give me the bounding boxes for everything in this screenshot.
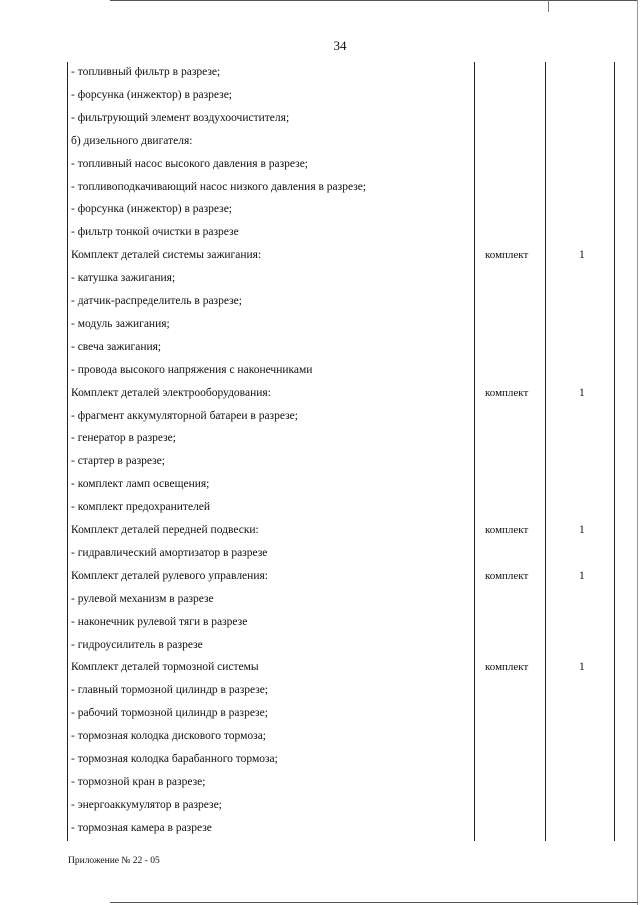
item-description: - комплект ламп освещения; xyxy=(71,478,210,491)
item-description: - топливный насос высокого давления в разрезе; xyxy=(71,157,309,170)
table-row xyxy=(71,477,616,500)
item-description: Комплект деталей рулевого управления: xyxy=(71,569,268,582)
item-quantity: 1 xyxy=(579,386,585,399)
item-description: - фильтрующий элемент воздухоочистителя; xyxy=(71,111,290,124)
item-description: Комплект деталей передней подвески: xyxy=(71,524,259,536)
item-unit: комплект xyxy=(485,524,529,536)
table-row xyxy=(71,65,616,88)
table-row xyxy=(71,225,616,248)
table-row xyxy=(71,317,616,340)
item-description: - провода высокого напряжения с наконечниками xyxy=(71,363,313,376)
page-footer: Приложение № 22 - 05 xyxy=(68,856,160,866)
item-description: - датчик-распределитель в разрезе; xyxy=(71,295,242,307)
table-row xyxy=(71,386,616,409)
item-unit: комплект xyxy=(485,569,529,582)
item-description: - тормозная колодка дискового тормоза; xyxy=(71,730,266,743)
table-row xyxy=(71,660,616,683)
item-description: - свеча зажигания; xyxy=(71,340,162,353)
table-row xyxy=(71,340,616,363)
item-description: - рабочий тормозной цилиндр в разрезе; xyxy=(71,707,268,720)
table-row xyxy=(71,248,616,271)
item-description: - топливоподкачивающий насос низкого давления в разрезе; xyxy=(71,180,367,193)
scan-edge-top xyxy=(110,0,638,1)
item-description: Комплект деталей системы зажигания: xyxy=(71,249,262,262)
table-row xyxy=(71,821,616,844)
item-description: - тормозная камера в разрезе xyxy=(71,821,212,834)
item-unit: комплект xyxy=(485,661,529,674)
table-row xyxy=(71,798,616,821)
item-quantity: 1 xyxy=(579,569,585,582)
page-number: 34 xyxy=(333,38,347,53)
item-description: - топливный фильтр в разрезе; xyxy=(71,66,221,78)
table-row xyxy=(71,638,616,661)
item-description: - модуль зажигания; xyxy=(71,317,170,330)
table-row xyxy=(71,180,616,203)
table-row xyxy=(71,500,616,523)
table-row xyxy=(71,409,616,432)
table-row xyxy=(71,294,616,317)
table-row xyxy=(71,592,616,615)
table-row xyxy=(71,157,616,180)
item-description: - гидравлический амортизатор в разрезе xyxy=(71,546,268,559)
item-quantity: 1 xyxy=(579,249,585,262)
table-row xyxy=(71,683,616,706)
table-row xyxy=(71,431,616,454)
item-description: - генератор в разрезе; xyxy=(71,432,176,445)
item-description: - фильтр тонкой очистки в разрезе xyxy=(71,226,239,239)
table-row xyxy=(71,363,616,386)
scan-edge-tick xyxy=(548,0,549,12)
table-row xyxy=(71,729,616,752)
table-border-left xyxy=(67,62,68,841)
item-description: - энергоаккумулятор в разрезе; xyxy=(71,798,222,811)
item-description: - стартер в разрезе; xyxy=(71,455,165,468)
table-row xyxy=(71,111,616,134)
item-description: - главный тормозной цилиндр в разрезе; xyxy=(71,684,269,697)
item-description: - тормозная колодка барабанного тормоза; xyxy=(71,753,278,765)
item-description: Комплект деталей электрооборудования: xyxy=(71,386,271,399)
item-quantity: 1 xyxy=(579,661,585,674)
scan-edge-right xyxy=(637,0,638,905)
table-row xyxy=(71,134,616,157)
item-description: - наконечник рулевой тяги в разрезе xyxy=(71,615,248,628)
table-row xyxy=(71,202,616,225)
table-row xyxy=(71,454,616,477)
item-description: - гидроусилитель в разрезе xyxy=(71,638,203,651)
item-description: - форсунка (инжектор) в разрезе; xyxy=(71,88,232,101)
table-row xyxy=(71,88,616,111)
item-description: - форсунка (инжектор) в разрезе; xyxy=(71,203,232,216)
table-row xyxy=(71,271,616,294)
table-row xyxy=(71,523,616,546)
table-row xyxy=(71,706,616,729)
item-quantity: 1 xyxy=(579,524,585,536)
item-description: Комплект деталей тормозной системы xyxy=(71,661,259,674)
item-unit: комплект xyxy=(485,386,529,399)
item-description: б) дизельного двигателя: xyxy=(71,134,193,147)
table-row xyxy=(71,615,616,638)
item-unit: комплект xyxy=(485,249,529,262)
item-description: - рулевой механизм в разрезе xyxy=(71,592,214,605)
item-description: - комплект предохранителей xyxy=(71,501,211,514)
table-row xyxy=(71,569,616,592)
item-description: - катушка зажигания; xyxy=(71,272,176,285)
item-description: - тормозной кран в разрезе; xyxy=(71,775,206,788)
item-description: - фрагмент аккумуляторной батареи в разрезе; xyxy=(71,409,298,422)
scan-edge-bottom xyxy=(110,902,638,903)
table-row xyxy=(71,752,616,775)
table-row xyxy=(71,546,616,569)
table-row xyxy=(71,775,616,798)
